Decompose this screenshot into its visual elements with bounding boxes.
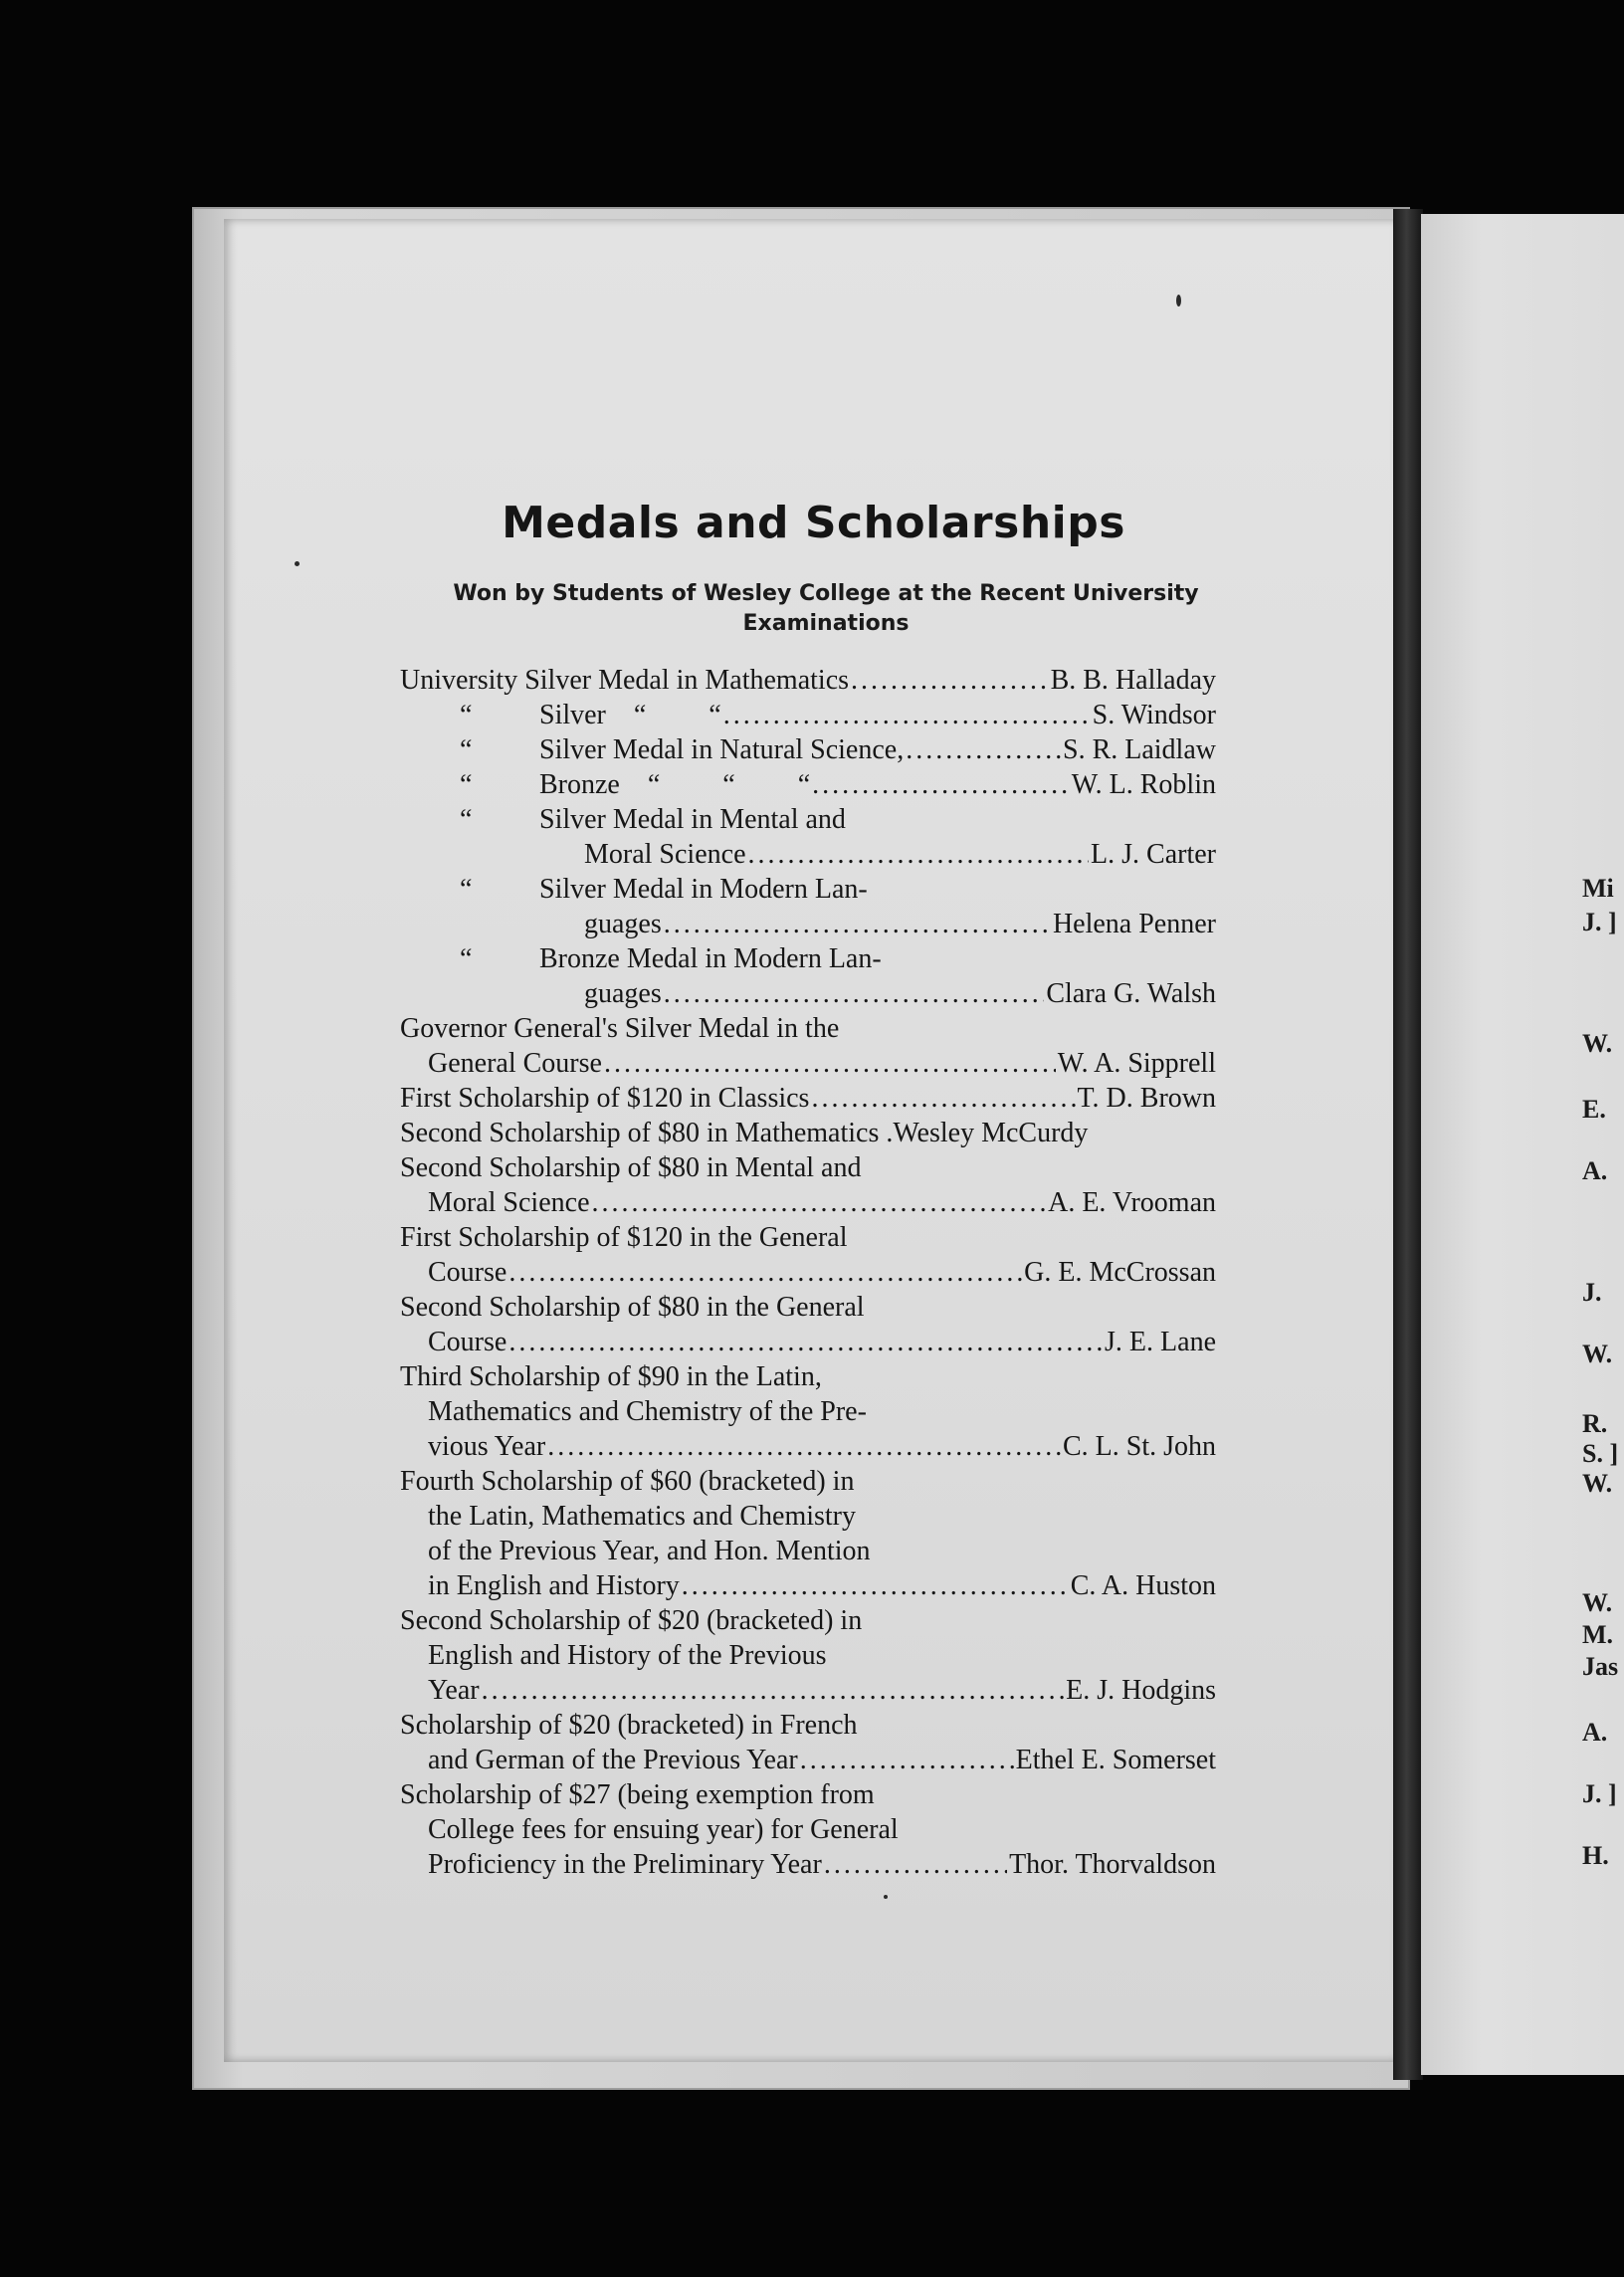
award-description: Silver “ “: [539, 700, 721, 730]
entry-line: [400, 1081, 1216, 1116]
award-description: Bronze Medal in Modern Lan-: [539, 943, 882, 974]
award-description: Moral Science: [428, 1187, 590, 1218]
dot-leader: [906, 732, 1061, 767]
page-subtitle: Won by Students of Wesley College at the Recent University Examinations: [453, 581, 1199, 636]
award-entry: [400, 1359, 1216, 1464]
award-entry: [400, 1603, 1216, 1708]
award-entry: [400, 802, 1216, 872]
ditto-mark: “: [460, 804, 473, 835]
entry-line: [400, 698, 1216, 732]
award-description: guages: [584, 909, 662, 939]
award-description: in English and History: [428, 1570, 680, 1601]
facing-page-fragment: W.: [1582, 1340, 1613, 1368]
dot-leader: [812, 767, 1070, 802]
facing-page-fragment: W.: [1582, 1029, 1613, 1058]
recipient-name: J. E. Lane: [1105, 1327, 1216, 1357]
recipient-name: S. Windsor: [1092, 700, 1216, 730]
award-description: Governor General's Silver Medal in the: [400, 1013, 840, 1044]
award-description: of the Previous Year, and Hon. Mention: [428, 1536, 871, 1566]
dot-leader: [482, 1673, 1064, 1708]
entry-line: [400, 1743, 1216, 1777]
entry-line: [400, 1325, 1216, 1359]
award-description: Second Scholarship of $20 (bracketed) in: [400, 1605, 863, 1636]
award-description: Scholarship of $20 (bracketed) in French: [400, 1710, 858, 1741]
recipient-name: E. J. Hodgins: [1066, 1675, 1216, 1706]
entry-line: [400, 1359, 1216, 1394]
recipient-name: Helena Penner: [1052, 909, 1216, 939]
entry-line: [400, 1847, 1216, 1882]
entry-line: [400, 1046, 1216, 1081]
award-description: Bronze “ “ “: [539, 769, 811, 800]
entry-line: [400, 1150, 1216, 1185]
award-description: and German of the Previous Year: [428, 1745, 798, 1775]
award-entry: [400, 1116, 1216, 1150]
facing-page-fragment: J.: [1582, 1278, 1602, 1307]
recipient-name: T. D. Brown: [1077, 1083, 1216, 1114]
recipient-name: Clara G. Walsh: [1046, 978, 1216, 1009]
facing-page-fragment: M.: [1582, 1620, 1614, 1649]
award-description: Silver Medal in Natural Science,: [539, 734, 905, 765]
award-description: First Scholarship of $120 in the General: [400, 1222, 848, 1253]
entry-line: [400, 802, 1216, 837]
recipient-name: B. B. Halladay: [1050, 665, 1216, 696]
ditto-mark: “: [460, 734, 473, 765]
award-description: Third Scholarship of $90 in the Latin,: [400, 1361, 822, 1392]
entry-line: [400, 872, 1216, 907]
award-description: the Latin, Mathematics and Chemistry: [428, 1501, 857, 1532]
dot-leader: [547, 1429, 1061, 1464]
recipient-name: L. J. Carter: [1091, 839, 1216, 870]
entry-line: [400, 1568, 1216, 1603]
ditto-mark: “: [460, 700, 473, 730]
entry-line: [400, 1255, 1216, 1290]
award-entry: [400, 1464, 1216, 1603]
entry-line: [400, 1290, 1216, 1325]
entry-line: [400, 1464, 1216, 1499]
facing-page-fragment: J. ]: [1582, 908, 1617, 936]
awards-list: [400, 663, 1216, 1882]
dot-leader: [723, 698, 1091, 732]
award-entry: [400, 1220, 1216, 1290]
entry-line: [400, 1429, 1216, 1464]
award-description: Moral Science: [584, 839, 746, 870]
dot-leader: [800, 1743, 1014, 1777]
award-description: vious Year: [428, 1431, 546, 1462]
award-description: Second Scholarship of $80 in Mathematics .: [400, 1118, 894, 1148]
facing-page-fragment: Jas: [1582, 1652, 1619, 1681]
recipient-name: Wesley McCurdy: [893, 1118, 1089, 1148]
entry-line: [400, 1116, 1216, 1150]
facing-page-fragment: W.: [1582, 1588, 1613, 1617]
entry-line: [400, 1777, 1216, 1812]
dot-leader: [682, 1568, 1069, 1603]
entry-line: [400, 1534, 1216, 1568]
dot-leader: [592, 1185, 1047, 1220]
award-entry: [400, 732, 1216, 767]
dot-leader: [851, 663, 1049, 698]
award-description: Second Scholarship of $80 in Mental and: [400, 1152, 862, 1183]
scan-speck: [1176, 295, 1181, 307]
entry-line: [400, 1673, 1216, 1708]
award-entry: [400, 872, 1216, 941]
award-entry: [400, 1081, 1216, 1116]
award-description: guages: [584, 978, 662, 1009]
dot-leader: [824, 1847, 1007, 1882]
award-description: Mathematics and Chemistry of the Pre-: [428, 1396, 867, 1427]
facing-page-fragment: W.: [1582, 1469, 1613, 1498]
dot-leader: [811, 1081, 1075, 1116]
award-description: First Scholarship of $120 in Classics: [400, 1083, 810, 1114]
entry-line: [400, 1708, 1216, 1743]
entry-line: [400, 1812, 1216, 1847]
facing-page-fragment: R.: [1582, 1409, 1608, 1438]
award-description: Year: [428, 1675, 480, 1706]
entry-line: [400, 907, 1216, 941]
entry-line: [400, 1011, 1216, 1046]
ditto-mark: “: [460, 943, 473, 974]
scan-speck: [295, 561, 300, 566]
recipient-name: Ethel E. Somerset: [1015, 1745, 1216, 1775]
entry-line: [400, 976, 1216, 1011]
dot-leader: [748, 837, 1090, 872]
recipient-name: W. A. Sipprell: [1057, 1048, 1216, 1079]
recipient-name: S. R. Laidlaw: [1063, 734, 1216, 765]
award-description: Second Scholarship of $80 in the General: [400, 1292, 865, 1323]
award-description: English and History of the Previous: [428, 1640, 827, 1671]
entry-line: [400, 1220, 1216, 1255]
entry-line: [400, 1185, 1216, 1220]
award-description: Silver Medal in Mental and: [539, 804, 846, 835]
recipient-name: C. L. St. John: [1062, 1431, 1216, 1462]
award-description: General Course: [428, 1048, 602, 1079]
award-description: University Silver Medal in Mathematics: [400, 665, 850, 696]
page-title: Medals and Scholarships: [502, 498, 1125, 548]
award-entry: [400, 767, 1216, 802]
ditto-mark: “: [460, 874, 473, 905]
award-entry: [400, 1290, 1216, 1359]
recipient-name: W. L. Roblin: [1071, 769, 1216, 800]
entry-line: [400, 1394, 1216, 1429]
dot-leader: [508, 1325, 1103, 1359]
award-entry: [400, 1150, 1216, 1220]
award-entry: [400, 1011, 1216, 1081]
facing-page-fragment: J. ]: [1582, 1779, 1617, 1808]
recipient-name: G. E. McCrossan: [1024, 1257, 1216, 1288]
dot-leader: [508, 1255, 1022, 1290]
recipient-name: C. A. Huston: [1070, 1570, 1216, 1601]
entry-line: [400, 837, 1216, 872]
dot-leader: [604, 1046, 1056, 1081]
recipient-name: Thor. Thorvaldson: [1009, 1849, 1216, 1880]
facing-page-fragment: A.: [1582, 1718, 1608, 1747]
award-entry: [400, 1777, 1216, 1882]
entry-line: [400, 1638, 1216, 1673]
facing-page-fragment: H.: [1582, 1841, 1609, 1870]
award-description: Course: [428, 1257, 508, 1288]
scan-speck: [884, 1895, 888, 1899]
award-entry: [400, 941, 1216, 1011]
entry-line: [400, 1499, 1216, 1534]
entry-line: [400, 941, 1216, 976]
award-description: Proficiency in the Preliminary Year: [428, 1849, 822, 1880]
facing-page-fragment: S. ]: [1582, 1439, 1619, 1468]
dot-leader: [664, 976, 1045, 1011]
dot-leader: [664, 907, 1051, 941]
award-entry: [400, 663, 1216, 698]
entry-line: [400, 767, 1216, 802]
facing-page-fragment: A.: [1582, 1156, 1608, 1185]
award-entry: [400, 698, 1216, 732]
entry-line: [400, 663, 1216, 698]
facing-page-fragment: E.: [1582, 1095, 1606, 1124]
entry-line: [400, 1603, 1216, 1638]
award-description: Scholarship of $27 (being exemption from: [400, 1779, 875, 1810]
award-description: Fourth Scholarship of $60 (bracketed) in: [400, 1466, 855, 1497]
award-description: College fees for ensuing year) for General: [428, 1814, 899, 1845]
book-gutter: [1393, 209, 1423, 2080]
facing-page-fragment: Mi: [1582, 874, 1614, 903]
entry-line: [400, 732, 1216, 767]
ditto-mark: “: [460, 769, 473, 800]
award-description: Silver Medal in Modern Lan-: [539, 874, 868, 905]
award-entry: [400, 1708, 1216, 1777]
recipient-name: A. E. Vrooman: [1048, 1187, 1216, 1218]
award-description: Course: [428, 1327, 508, 1357]
